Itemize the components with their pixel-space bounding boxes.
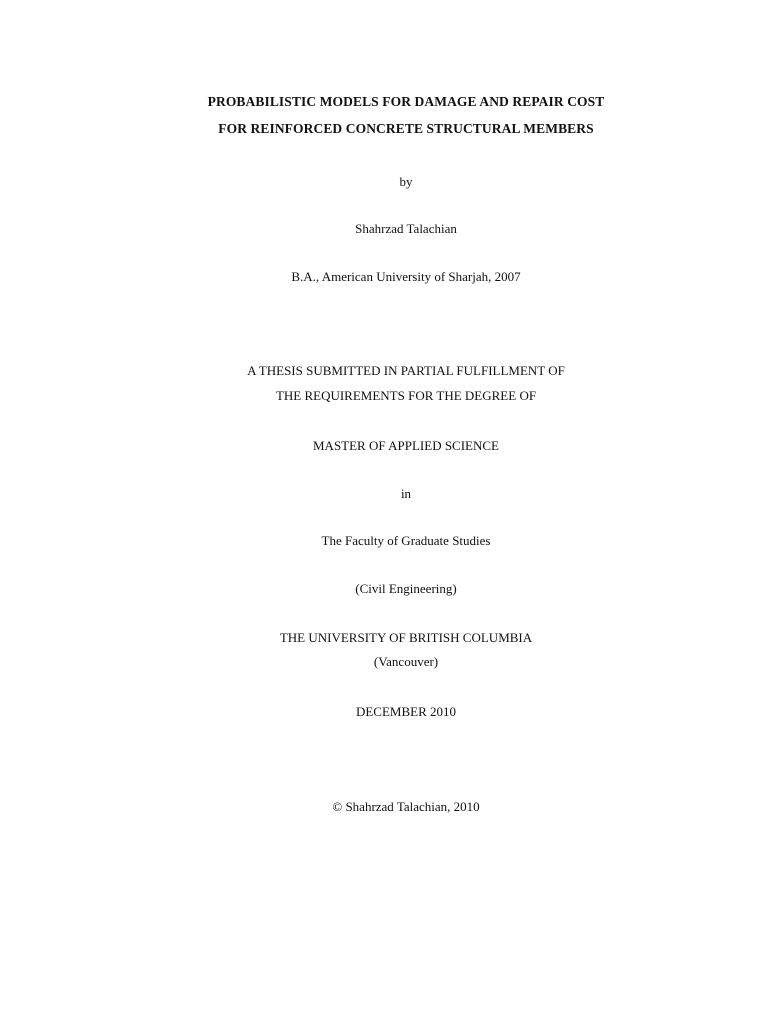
university-name: THE UNIVERSITY OF BRITISH COLUMBIA bbox=[279, 630, 533, 645]
degree-name: MASTER OF APPLIED SCIENCE bbox=[313, 438, 499, 453]
campus-name: (Vancouver) bbox=[373, 654, 439, 669]
prior-degree: B.A., American University of Sharjah, 2007 bbox=[291, 269, 521, 284]
statement-line-1: A THESIS SUBMITTED IN PARTIAL FULFILLMENT OF bbox=[247, 363, 565, 378]
statement-line-2: THE REQUIREMENTS FOR THE DEGREE OF bbox=[275, 388, 537, 403]
thesis-title-line-2: FOR REINFORCED CONCRETE STRUCTURAL MEMBERS bbox=[218, 121, 594, 136]
copyright-notice: © Shahrzad Talachian, 2010 bbox=[332, 799, 480, 814]
author-name: Shahrzad Talachian bbox=[355, 221, 457, 236]
submission-date: DECEMBER 2010 bbox=[355, 704, 457, 719]
in-label: in bbox=[400, 486, 412, 501]
department-name: (Civil Engineering) bbox=[355, 581, 457, 596]
thesis-title-line-1: PROBABILISTIC MODELS FOR DAMAGE AND REPAIR COST bbox=[207, 94, 605, 109]
by-label: by bbox=[399, 174, 413, 189]
faculty-name: The Faculty of Graduate Studies bbox=[321, 533, 491, 548]
